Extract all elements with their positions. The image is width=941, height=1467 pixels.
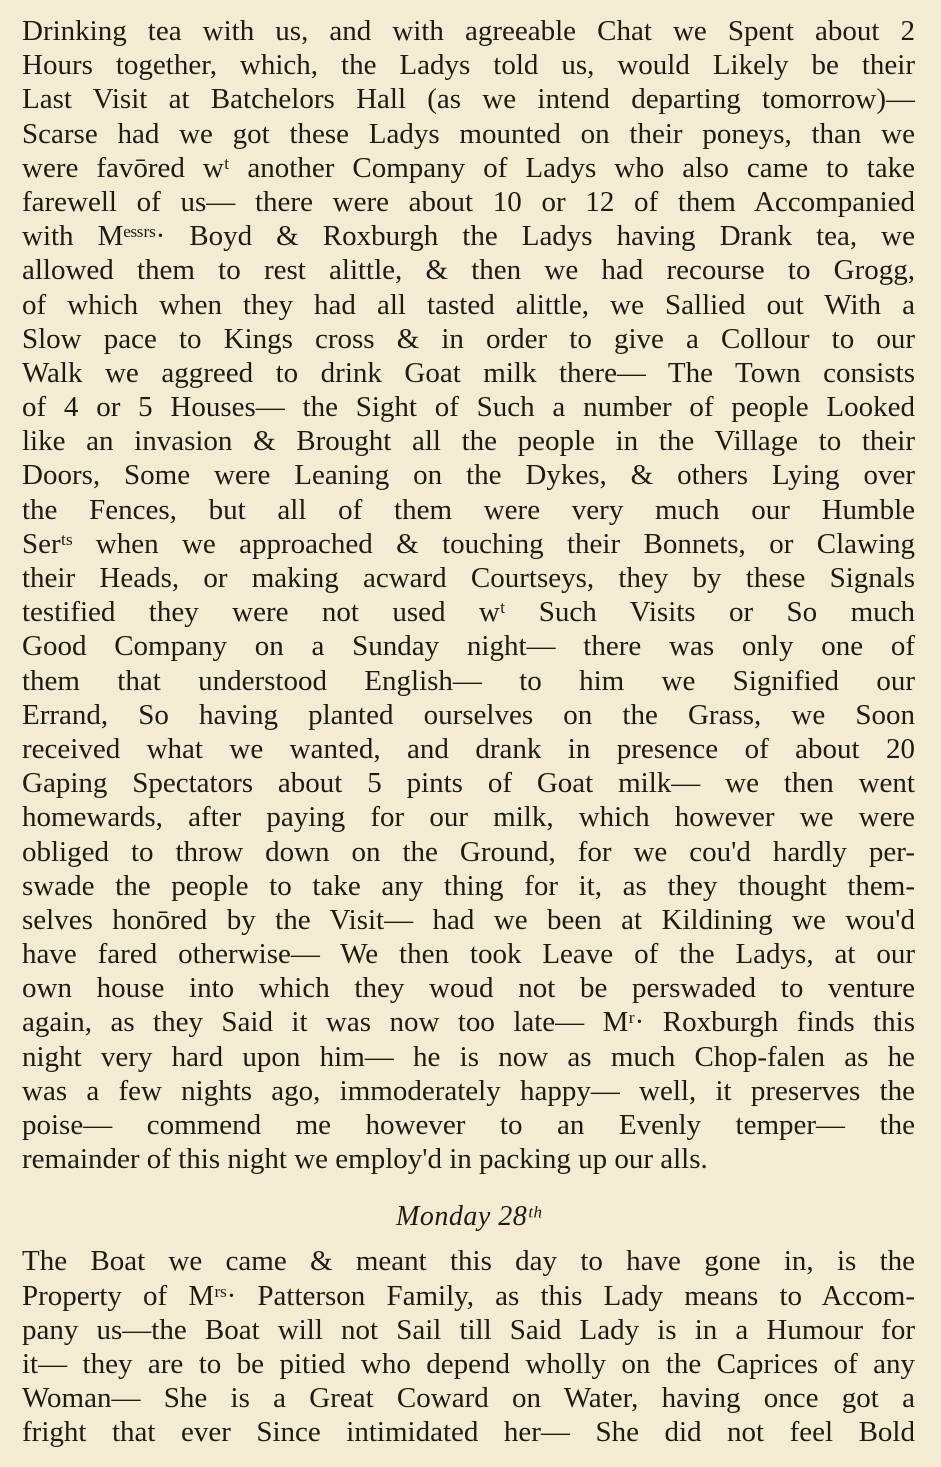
text-line: Woman— She is a Great Coward on Water, having once got a: [22, 1382, 915, 1415]
text-line: homewards, after paying for our milk, which however we were: [22, 801, 915, 834]
text-line: their Heads, or making acward Courtseys, they by these Signals: [22, 562, 915, 594]
text-line: have fared otherwise— We then took Leave of the Ladys, at our: [22, 938, 915, 971]
text-line: Serᵗˢ when we approached & touching their Bonnets, or Clawing: [22, 527, 915, 560]
text-line: Doors, Some were Leaning on the Dykes, & others Lying over: [22, 459, 915, 492]
text-line: them that understood English— to him we Signified our: [22, 664, 915, 697]
text-line: Slow pace to Kings cross & in order to give a Collour to our: [22, 322, 915, 355]
text-line: again, as they Said it was now too late— Mʳ· Roxburgh finds this: [22, 1006, 915, 1039]
day-heading: Monday 28ᵗʰ: [396, 1201, 541, 1233]
text-line: Drinking tea with us, and with agreeable Chat we Spent about 2: [22, 15, 915, 47]
text-line: selves honōred by the Visit— had we been at Kildining we wou'd: [22, 903, 915, 936]
text-line: fright that ever Since intimidated her— She did not feel Bold: [22, 1416, 915, 1449]
text-line: Walk we aggreed to drink Goat milk there— The Town consists: [22, 356, 915, 389]
text-line: it— they are to be pitied who depend wholly on the Caprices of any: [22, 1347, 915, 1380]
text-line: Scarse had we got these Ladys mounted on their poneys, than we: [22, 117, 915, 150]
text-line: the Fences, but all of them were very much our Humble: [22, 493, 915, 526]
text-line: swade the people to take any thing for it, as they thought them-: [22, 869, 915, 902]
text-line: own house into which they woud not be perswaded to venture: [22, 972, 915, 1005]
text-line: Good Company on a Sunday night— there was only one of: [22, 630, 915, 663]
text-line: with Mᵉˢˢʳˢ· Boyd & Roxburgh the Ladys having Drank tea, we: [22, 220, 915, 253]
text-line: pany us—the Boat will not Sail till Said Lady is in a Humour for: [22, 1313, 915, 1346]
text-line: testified they were not used wᵗ Such Visits or So much: [22, 596, 915, 629]
text-line: farewell of us— there were about 10 or 12 of them Accompanied: [22, 185, 915, 218]
text-line: received what we wanted, and drank in presence of about 20: [22, 732, 915, 765]
text-line: allowed them to rest alittle, & then we had recourse to Grogg,: [22, 254, 915, 287]
text-line: Gaping Spectators about 5 pints of Goat milk— we then went: [22, 767, 915, 800]
text-line: Hours together, which, the Ladys told us, would Likely be their: [22, 49, 915, 82]
text-line: like an invasion & Brought all the people in the Village to their: [22, 425, 915, 458]
text-line: obliged to throw down on the Ground, for we cou'd hardly per-: [22, 835, 915, 868]
text-line: Last Visit at Batchelors Hall (as we intend departing tomorrow)—: [22, 83, 915, 116]
paragraph-batchelors-hall: [22, 14, 915, 1176]
text-line: was a few nights ago, immoderately happy— well, it preserves the: [22, 1074, 915, 1107]
text-line: The Boat we came & meant this day to have gone in, is the: [22, 1245, 915, 1278]
paragraph-monday: [22, 1244, 915, 1449]
text-line: were favōred wᵗ another Company of Ladys who also came to take: [22, 151, 915, 184]
text-line: Property of Mʳˢ· Patterson Family, as this Lady means to Accom-: [22, 1279, 915, 1312]
text-line: night very hard upon him— he is now as much Chop-falen as he: [22, 1040, 915, 1073]
text-line: of 4 or 5 Houses— the Sight of Such a number of people Looked: [22, 391, 915, 424]
text-line: remainder of this night we employ'd in packing up our alls.: [22, 1143, 708, 1176]
text-line: Errand, So having planted ourselves on the Grass, we Soon: [22, 698, 915, 731]
text-line: poise— commend me however to an Evenly temper— the: [22, 1109, 915, 1141]
text-line: of which when they had all tasted alittle, we Sallied out With a: [22, 288, 915, 321]
